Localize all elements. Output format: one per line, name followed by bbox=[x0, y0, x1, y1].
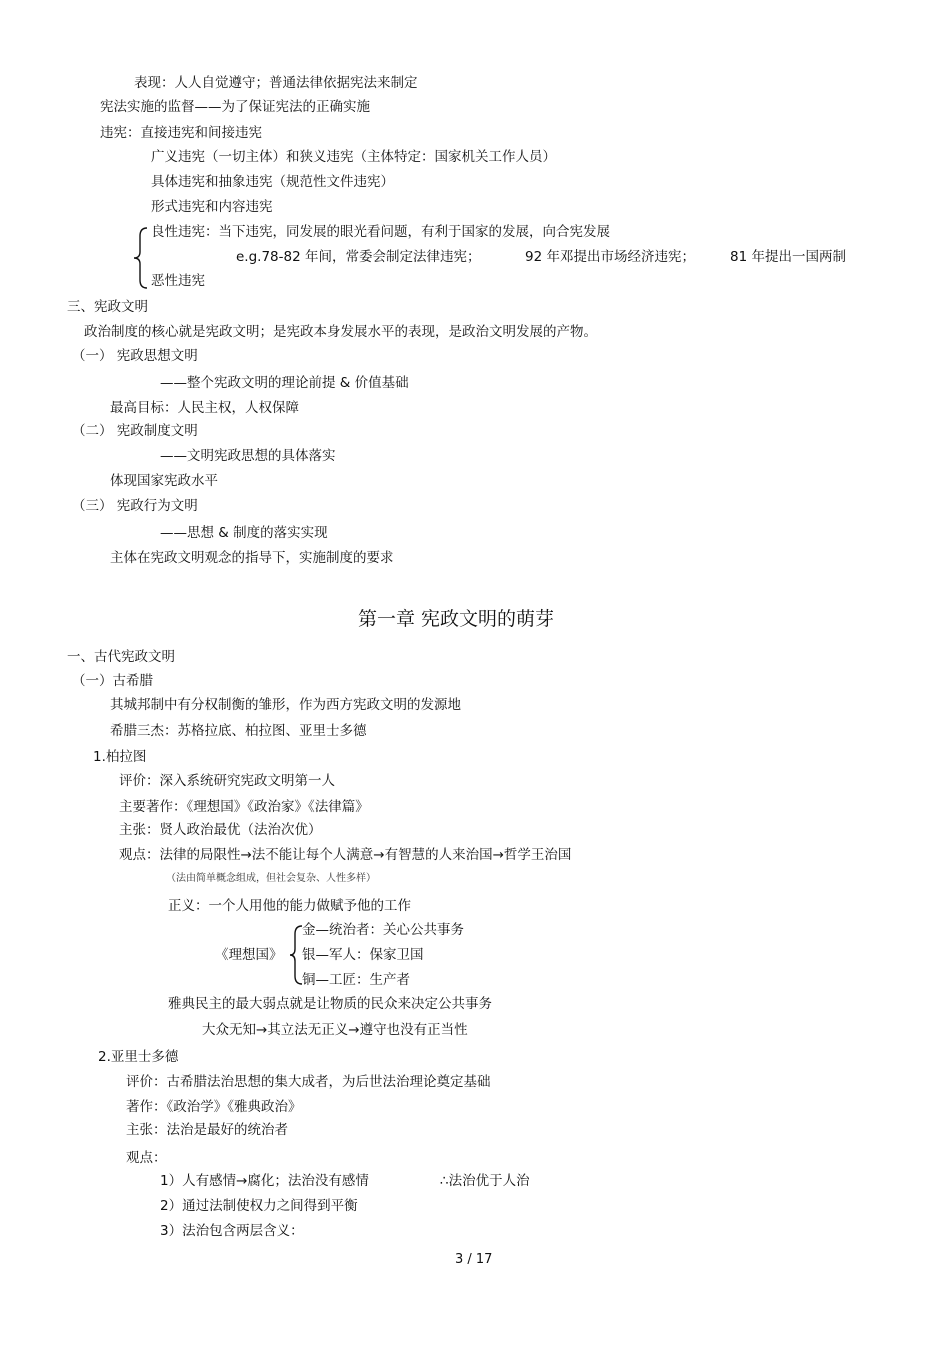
text-line: 具体违宪和抽象违宪（规范性文件违宪） bbox=[151, 174, 394, 190]
text-line: 铜—工匠：生产者 bbox=[302, 972, 410, 988]
text-line: 广义违宪（一切主体）和狭义违宪（主体特定：国家机关工作人员） bbox=[151, 149, 556, 165]
text-line: 宪法实施的监督——为了保证宪法的正确实施 bbox=[100, 99, 370, 115]
text-line: ∴法治优于人治 bbox=[440, 1173, 530, 1189]
text-line: 主要著作：《理想国》《政治家》《法律篇》 bbox=[119, 799, 369, 815]
subsection-heading: （三） 宪政行为文明 bbox=[72, 498, 198, 514]
subsection-heading: 2.亚里士多德 bbox=[98, 1049, 179, 1065]
text-line: 1）人有感情→腐化；法治没有感情 bbox=[160, 1173, 369, 1189]
text-line: 《理想国》 bbox=[215, 947, 283, 963]
text-line: 81 年提出一国两制 bbox=[730, 249, 846, 265]
page-number: 3 / 17 bbox=[455, 1252, 493, 1267]
text-line: 恶性违宪 bbox=[151, 273, 205, 289]
text-line: ——思想 & 制度的落实实现 bbox=[160, 525, 328, 541]
text-line: 评价：古希腊法治思想的集大成者，为后世法治理论奠定基础 bbox=[126, 1074, 491, 1090]
text-line: 主体在宪政文明观念的指导下，实施制度的要求 bbox=[110, 550, 394, 566]
text-line: 正义：一个人用他的能力做赋予他的工作 bbox=[168, 898, 411, 914]
text-line: 观点： bbox=[126, 1150, 167, 1166]
curly-brace bbox=[132, 226, 150, 290]
subsection-heading: （一）古希腊 bbox=[72, 673, 153, 689]
text-line: 违宪：直接违宪和间接违宪 bbox=[100, 125, 262, 141]
subsection-heading: （二） 宪政制度文明 bbox=[72, 423, 198, 439]
section-heading: 一、古代宪政文明 bbox=[67, 649, 175, 665]
text-line: 体现国家宪政水平 bbox=[110, 473, 218, 489]
text-line: 3）法治包含两层含义： bbox=[160, 1223, 304, 1239]
text-line: ——文明宪政思想的具体落实 bbox=[160, 448, 336, 464]
text-line: 92 年邓提出市场经济违宪； bbox=[525, 249, 695, 265]
text-line: 良性违宪：当下违宪，同发展的眼光看问题，有利于国家的发展，向合宪发展 bbox=[151, 224, 610, 240]
text-line: 雅典民主的最大弱点就是让物质的民众来决定公共事务 bbox=[168, 996, 492, 1012]
text-line: 形式违宪和内容违宪 bbox=[151, 199, 273, 215]
text-line: 希腊三杰：苏格拉底、柏拉图、亚里士多德 bbox=[110, 723, 367, 739]
text-line: 大众无知→其立法无正义→遵守也没有正当性 bbox=[202, 1022, 468, 1038]
text-line: 著作：《政治学》《雅典政治》 bbox=[126, 1099, 302, 1115]
text-line: 观点：法律的局限性→法不能让每个人满意→有智慧的人来治国→哲学王治国 bbox=[119, 847, 572, 863]
note-line: （法由简单概念组成，但社会复杂、人性多样） bbox=[166, 873, 376, 884]
text-line: 主张：贤人政治最优（法治次优） bbox=[119, 822, 322, 838]
text-line: 银—军人：保家卫国 bbox=[302, 947, 424, 963]
text-line: 表现：人人自觉遵守；普通法律依据宪法来制定 bbox=[134, 75, 418, 91]
subsection-heading: 1.柏拉图 bbox=[93, 749, 147, 765]
chapter-title: 第一章 宪政文明的萌芽 bbox=[358, 608, 555, 630]
text-line: 主张：法治是最好的统治者 bbox=[126, 1122, 288, 1138]
subsection-heading: （一） 宪政思想文明 bbox=[72, 348, 198, 364]
text-line: 评价：深入系统研究宪政文明第一人 bbox=[119, 773, 335, 789]
text-line: 政治制度的核心就是宪政文明；是宪政本身发展水平的表现，是政治文明发展的产物。 bbox=[84, 324, 597, 340]
section-heading: 三、宪政文明 bbox=[67, 299, 148, 315]
text-line: ——整个宪政文明的理论前提 & 价值基础 bbox=[160, 375, 409, 391]
text-line: 最高目标：人民主权，人权保障 bbox=[110, 400, 299, 416]
text-line: 其城邦制中有分权制衡的雏形，作为西方宪政文明的发源地 bbox=[110, 697, 461, 713]
text-line: e.g.78-82 年间，常委会制定法律违宪； bbox=[236, 249, 481, 265]
text-line: 金—统治者：关心公共事务 bbox=[302, 922, 464, 938]
text-line: 2）通过法制使权力之间得到平衡 bbox=[160, 1198, 358, 1214]
